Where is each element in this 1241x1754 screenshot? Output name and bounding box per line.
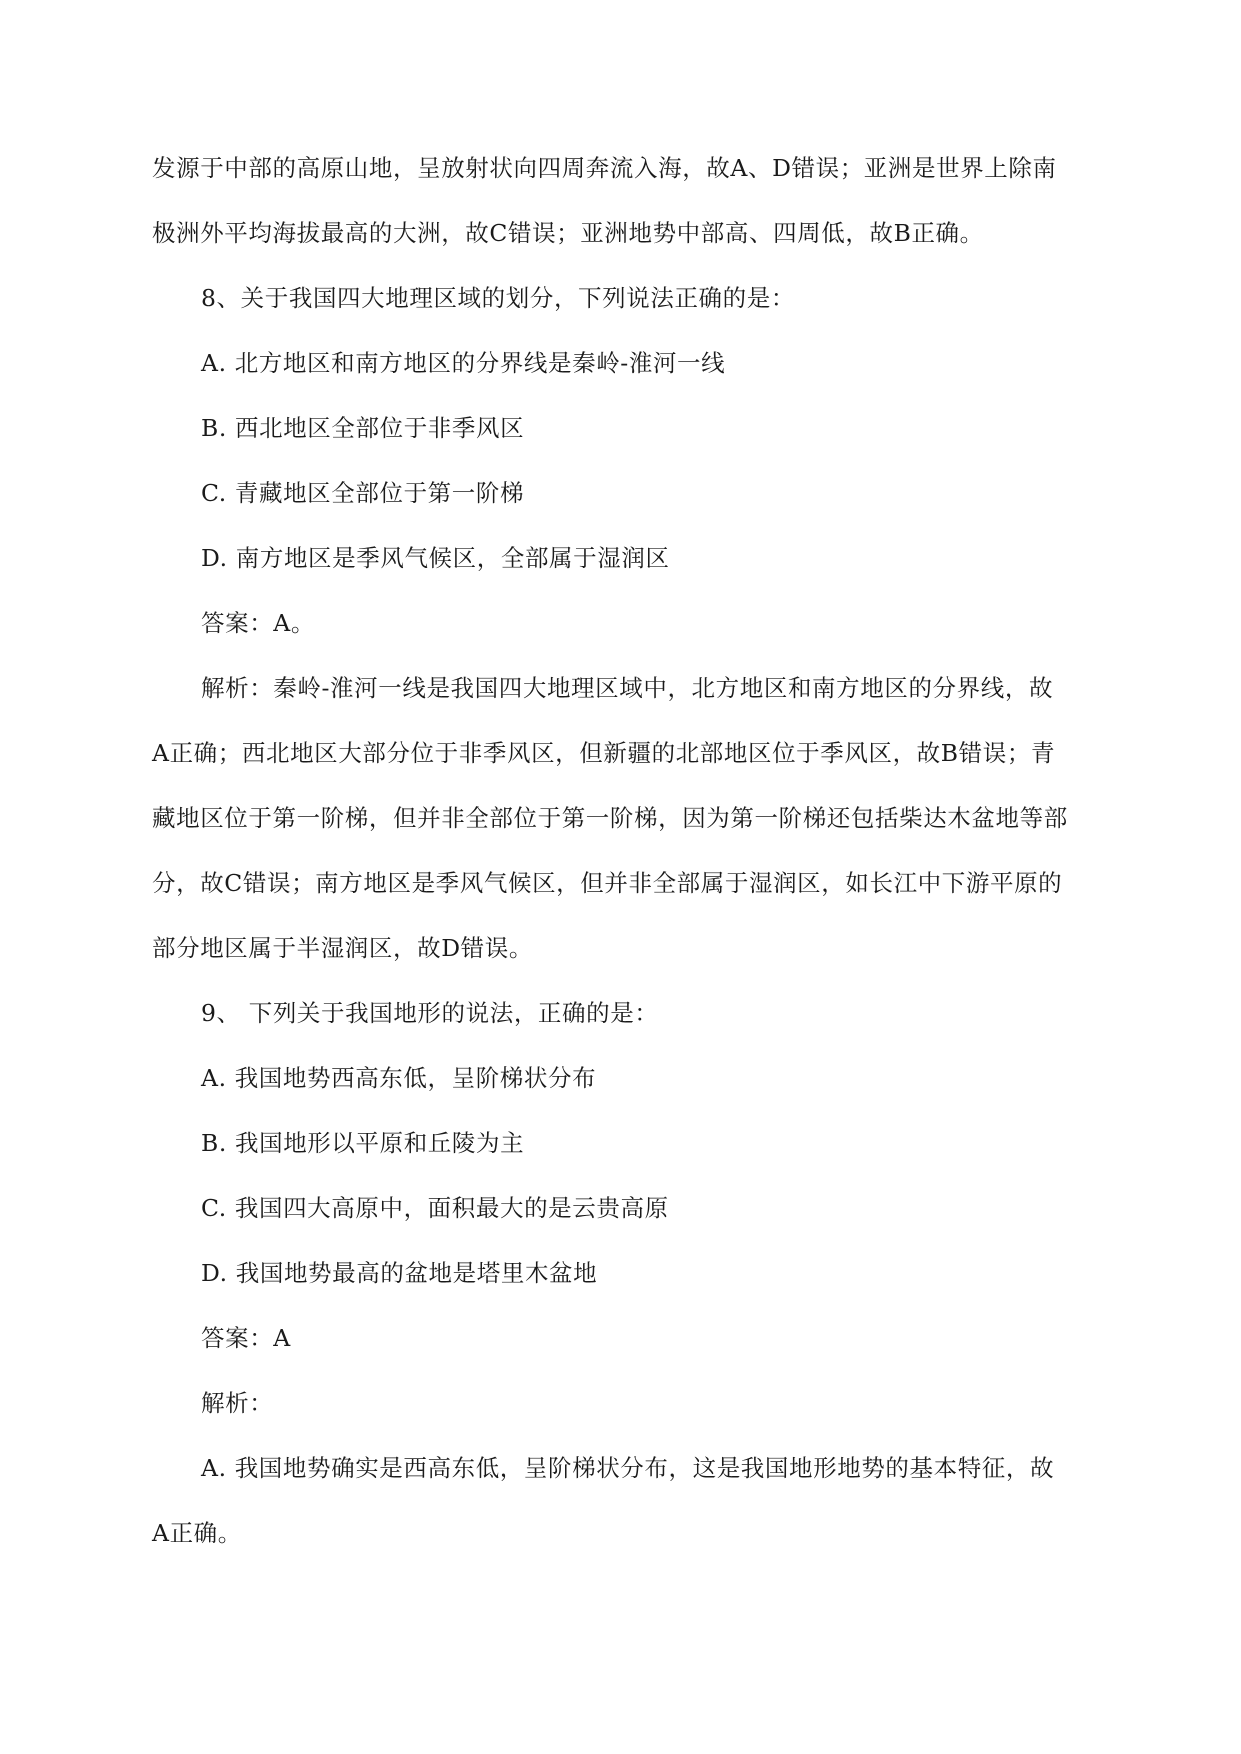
question-8-explanation-line: A正确；西北地区大部分位于非季风区，但新疆的北部地区位于季风区，故B错误；青 xyxy=(152,739,1056,767)
question-9-option-a: A. 我国地势西高东低，呈阶梯状分布 xyxy=(201,1064,597,1092)
question-9-option-b: B. 我国地形以平原和丘陵为主 xyxy=(201,1129,525,1157)
question-9-text: 9、 下列关于我国地形的说法，正确的是： xyxy=(201,999,659,1027)
question-8-option-a: A. 北方地区和南方地区的分界线是秦岭-淮河一线 xyxy=(201,349,726,377)
question-8-answer: 答案：A。 xyxy=(201,609,315,637)
question-9-option-c: C. 我国四大高原中，面积最大的是云贵高原 xyxy=(201,1194,669,1222)
question-9-option-d: D. 我国地势最高的盆地是塔里木盆地 xyxy=(201,1259,598,1287)
question-8-option-b: B. 西北地区全部位于非季风区 xyxy=(201,414,525,442)
question-8-text: 8、关于我国四大地理区域的划分，下列说法正确的是： xyxy=(201,284,795,312)
question-8-explanation-line: 部分地区属于半湿润区，故D错误。 xyxy=(152,934,533,962)
question-8-explanation-line: 解析：秦岭-淮河一线是我国四大地理区域中，北方地区和南方地区的分界线，故 xyxy=(201,674,1054,702)
question-9 xyxy=(152,981,1092,1566)
question-8 xyxy=(152,266,1092,981)
question-9-explanation-line: A. 我国地势确实是西高东低，呈阶梯状分布，这是我国地形地势的基本特征，故 xyxy=(201,1454,1055,1482)
document-page xyxy=(152,136,1092,1566)
question-8-option-d: D. 南方地区是季风气候区，全部属于湿润区 xyxy=(201,544,670,572)
question-8-explanation-line: 藏地区位于第一阶梯，但并非全部位于第一阶梯，因为第一阶梯还包括柴达木盆地等部 xyxy=(152,804,1068,832)
question-9-explanation-label: 解析： xyxy=(201,1389,274,1417)
question-9-explanation-line: A正确。 xyxy=(152,1519,242,1547)
text-line: 发源于中部的高原山地，呈放射状向四周奔流入海，故A、D错误；亚洲是世界上除南 xyxy=(152,154,1057,182)
question-9-answer: 答案：A xyxy=(201,1324,291,1352)
text-line: 极洲外平均海拔最高的大洲，故C错误；亚洲地势中部高、四周低，故B正确。 xyxy=(152,219,984,247)
question-8-explanation-line: 分，故C错误；南方地区是季风气候区，但并非全部属于湿润区，如长江中下游平原的 xyxy=(152,869,1063,897)
previous-explanation xyxy=(152,136,1092,266)
question-8-option-c: C. 青藏地区全部位于第一阶梯 xyxy=(201,479,525,507)
